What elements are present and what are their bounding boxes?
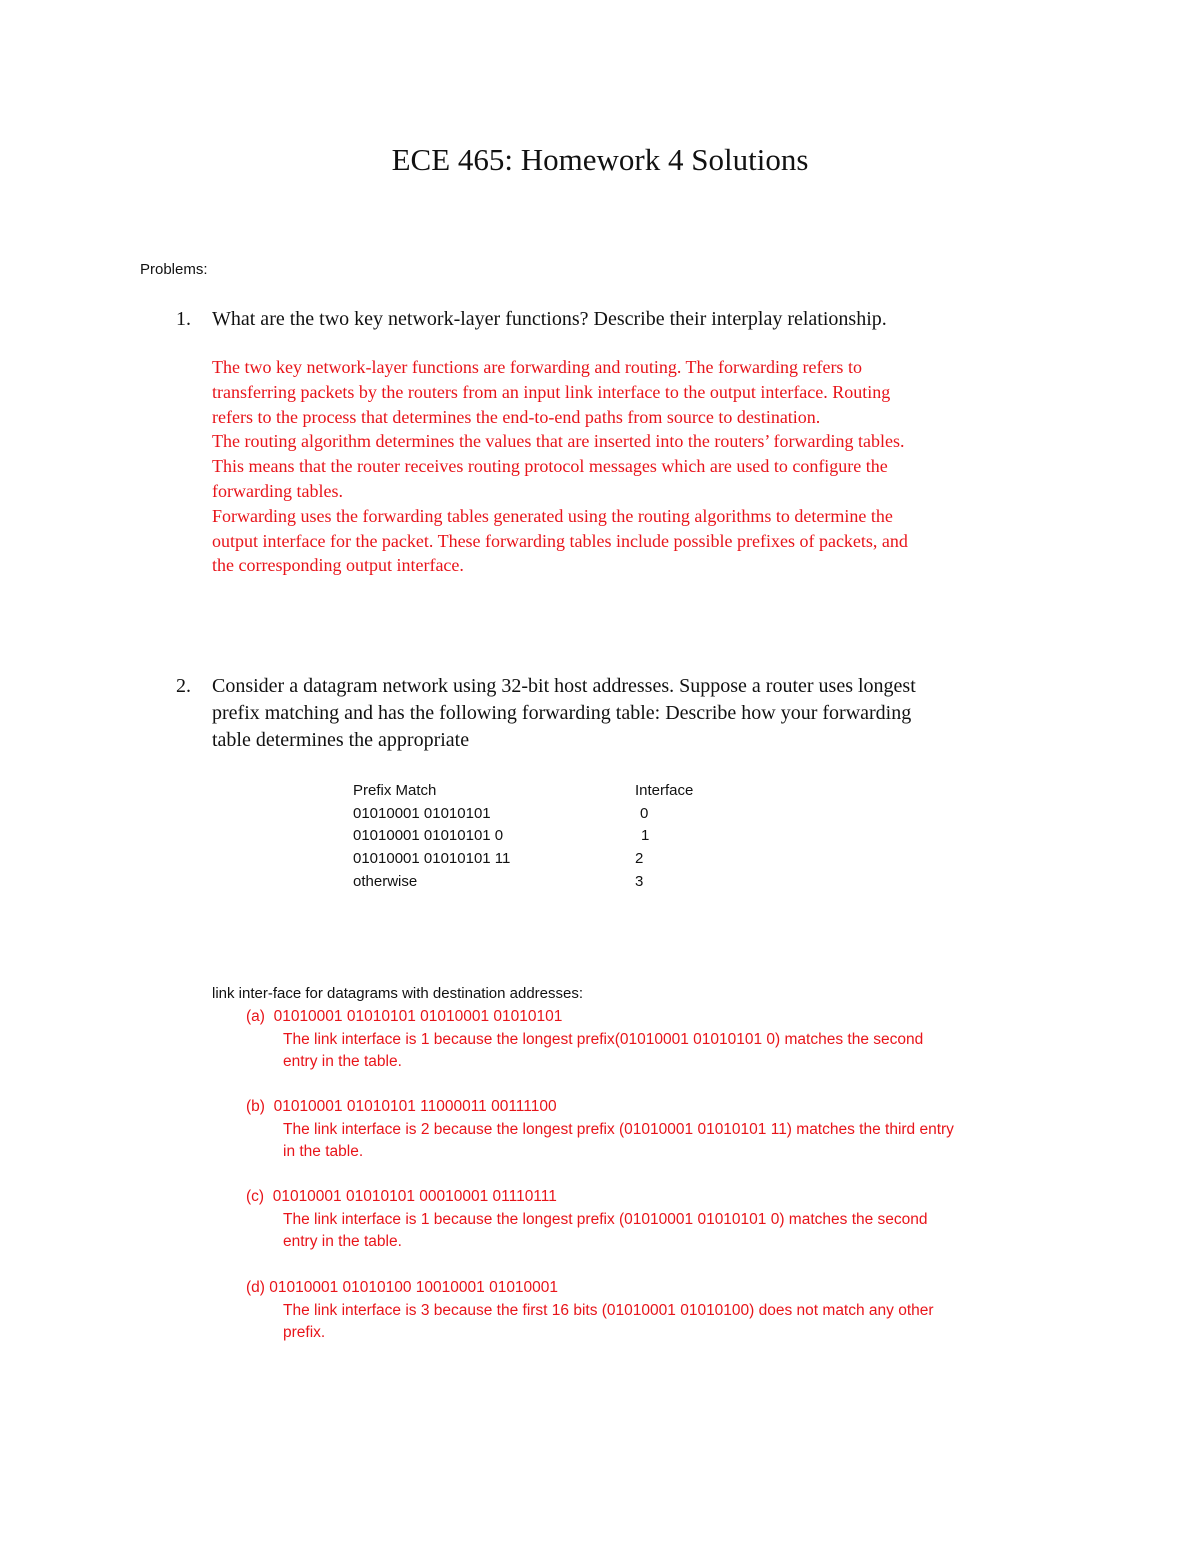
item-explanation [246, 1119, 1076, 1164]
explanation-line: entry in the table. [283, 1233, 402, 1250]
address-item-c [246, 1186, 1076, 1254]
answer-line: the corresponding output interface. [212, 555, 464, 576]
question-2-number: 2. [176, 675, 191, 697]
item-address: 01010001 01010101 01010001 01010101 [273, 1008, 563, 1025]
answer-line: Forwarding uses the forwarding tables generated using the routing algorithms to determine the [212, 505, 893, 526]
question-1 [176, 306, 1062, 333]
question-2-line: prefix matching and has the following forwarding table: Describe how your forwarding [212, 702, 912, 724]
question-1-text: What are the two key network-layer functions? Describe their interplay relationship. [212, 308, 887, 330]
explanation-line: The link interface is 1 because the longest prefix (01010001 01010101 0) matches the second [283, 1210, 928, 1228]
table-header-row [353, 780, 741, 803]
table-cell-interface: 3 [635, 872, 644, 890]
explanation-line: The link interface is 3 because the first 16 bits (01010001 01010100) does not match any other [283, 1301, 934, 1319]
address-line [246, 1277, 1076, 1300]
table-cell-prefix: 01010001 01010101 [353, 804, 491, 822]
question-1-number: 1. [176, 308, 191, 330]
table-row [353, 848, 741, 871]
address-item-b [246, 1096, 1076, 1164]
explanation-line: prefix. [283, 1324, 326, 1341]
answer-line: The two key network-layer functions are forwarding and routing. The forwarding refers to [212, 357, 862, 377]
explanation-line: The link interface is 1 because the longest prefix(01010001 01010101 0) matches the second [283, 1030, 924, 1048]
item-label: (c) [246, 1188, 265, 1205]
address-line [246, 1006, 1076, 1029]
table-row [353, 825, 741, 848]
item-label: (d) [246, 1279, 265, 1296]
explanation-line: entry in the table. [283, 1053, 402, 1070]
address-line [246, 1186, 1076, 1209]
table-cell-prefix: 01010001 01010101 11 [353, 850, 511, 868]
table-row [353, 803, 741, 826]
answer-line: The routing algorithm determines the values that are inserted into the routers’ forwarding tables. [212, 431, 905, 452]
answer-line: forwarding tables. [212, 480, 343, 501]
section-label: Problems: [140, 261, 208, 278]
table-header-interface: Interface [635, 782, 694, 799]
table-cell-interface: 2 [635, 850, 644, 868]
table-cell-interface: 1 [641, 827, 650, 845]
table-cell-interface: 0 [640, 804, 649, 822]
answer-line: transferring packets by the routers from an input link interface to the output interface. Routing [212, 381, 891, 402]
item-explanation [246, 1209, 1076, 1254]
page-title: ECE 465: Homework 4 Solutions [391, 142, 809, 177]
table-cell-prefix: 01010001 01010101 0 [353, 827, 504, 845]
table-row [353, 871, 741, 894]
table-cell-prefix: otherwise [353, 872, 418, 890]
answer-1 [212, 355, 1062, 578]
question-2 [176, 673, 1062, 754]
item-label: (a) [246, 1008, 265, 1025]
item-label: (b) [246, 1098, 265, 1115]
question-2-line: table determines the appropriate [212, 729, 470, 751]
item-explanation [246, 1029, 1076, 1074]
table-header-prefix: Prefix Match [353, 782, 437, 799]
addresses-intro: link inter-face for datagrams with destination addresses: [212, 985, 584, 1002]
forwarding-table [353, 780, 741, 894]
answer-line: refers to the process that determines the end-to-end paths from source to destination. [212, 406, 821, 427]
item-explanation [246, 1300, 1076, 1345]
explanation-line: The link interface is 2 because the longest prefix (01010001 01010101 11) matches the third entry [283, 1120, 954, 1138]
item-address: 01010001 01010101 11000011 00111100 [273, 1098, 557, 1115]
item-address: 01010001 01010101 00010001 01110111 [272, 1188, 557, 1205]
explanation-line: in the table. [283, 1143, 364, 1160]
address-line [246, 1096, 1076, 1119]
answer-line: output interface for the packet. These forwarding tables include possible prefixes of packets, and [212, 530, 908, 551]
address-item-a [246, 1006, 1076, 1074]
address-item-d [246, 1277, 1076, 1345]
item-address: 01010001 01010100 10010001 01010001 [269, 1279, 559, 1296]
question-2-line: Consider a datagram network using 32-bit host addresses. Suppose a router uses longest [212, 675, 916, 697]
answer-line: This means that the router receives routing protocol messages which are used to configure the [212, 456, 888, 477]
